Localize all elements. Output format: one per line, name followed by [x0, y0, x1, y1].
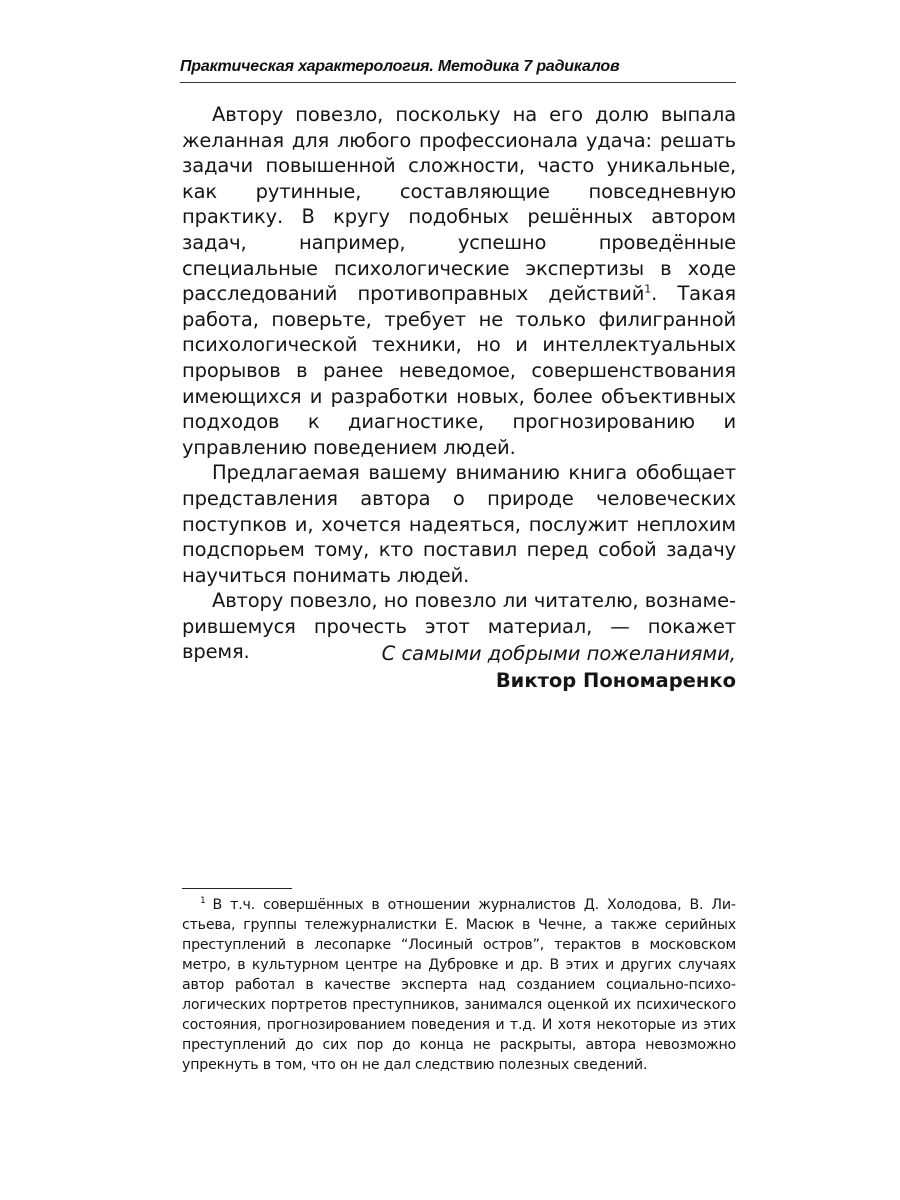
paragraph-1: [182, 102, 736, 460]
signature-author: Виктор Пономаренко: [495, 669, 736, 692]
running-header: Практическая характерология. Методика 7 радикалов: [180, 58, 620, 75]
signature-greeting: С самыми добрыми пожеланиями,: [381, 642, 736, 665]
footnote: [182, 895, 736, 1075]
footnote-rule: [182, 888, 292, 889]
paragraph-1-part-2: . Такая работа, поверьте, требует не только филигранной психологической техники, но и интеллектуальных прорывов в ранее неведомое, совершенствования имеющихся и разработки новых, более объективных подходов к диагностике, прогнозированию и управлению поведением людей.: [182, 282, 736, 459]
main-text: [182, 102, 736, 665]
footnote-text: В т.ч. совершённых в отношении журналистов Д. Холодова, В. Листьева, группы тележурналистки Е. Масюк в Чечне, а также серийных преступлений в лесопарке “Лосиный остров”, терактов в московском метро, в культурном центре на Дубровке и др. В этих и других случаях автор работал в качестве эксперта над созданием социально-психологических портретов преступников, занимался оценкой их психического состояния, прогнозированием поведения и т.д. И хотя некоторые из этих преступлений до сих пор до конца не раскрыты, автора невозможно упрекнуть в том, что он не дал следствию полезных сведений.: [182, 897, 736, 1073]
footnote-reference[interactable]: 1: [644, 282, 652, 296]
signature-block: [182, 640, 736, 694]
header-rule: [180, 82, 736, 83]
paragraph-3: Автору повезло, но повезло ли читателю, вознамерившемуся прочесть этот материал, — покажет время.: [182, 589, 736, 664]
footnote-number: 1: [200, 896, 206, 907]
footnote-paragraph: [182, 895, 736, 1075]
paragraph-2: Предлагаемая вашему вниманию книга обобщает представления автора о природе человеческих поступков и, хочется надеяться, послужит неплохим подспорьем тому, кто поставил перед собой задачу научиться понимать людей.: [182, 461, 736, 587]
paragraph-1-part-1: Автору повезло, поскольку на его долю выпала желанная для любого профессионала удача: решать задачи повышенной сложности, часто уникальные, как рутинные, составляющие повседневную практику. В кругу подобных решённых автором задач, например, успешно проведённые специальные психологические экспертизы в ходе расследований противоправных действий: [182, 103, 736, 306]
